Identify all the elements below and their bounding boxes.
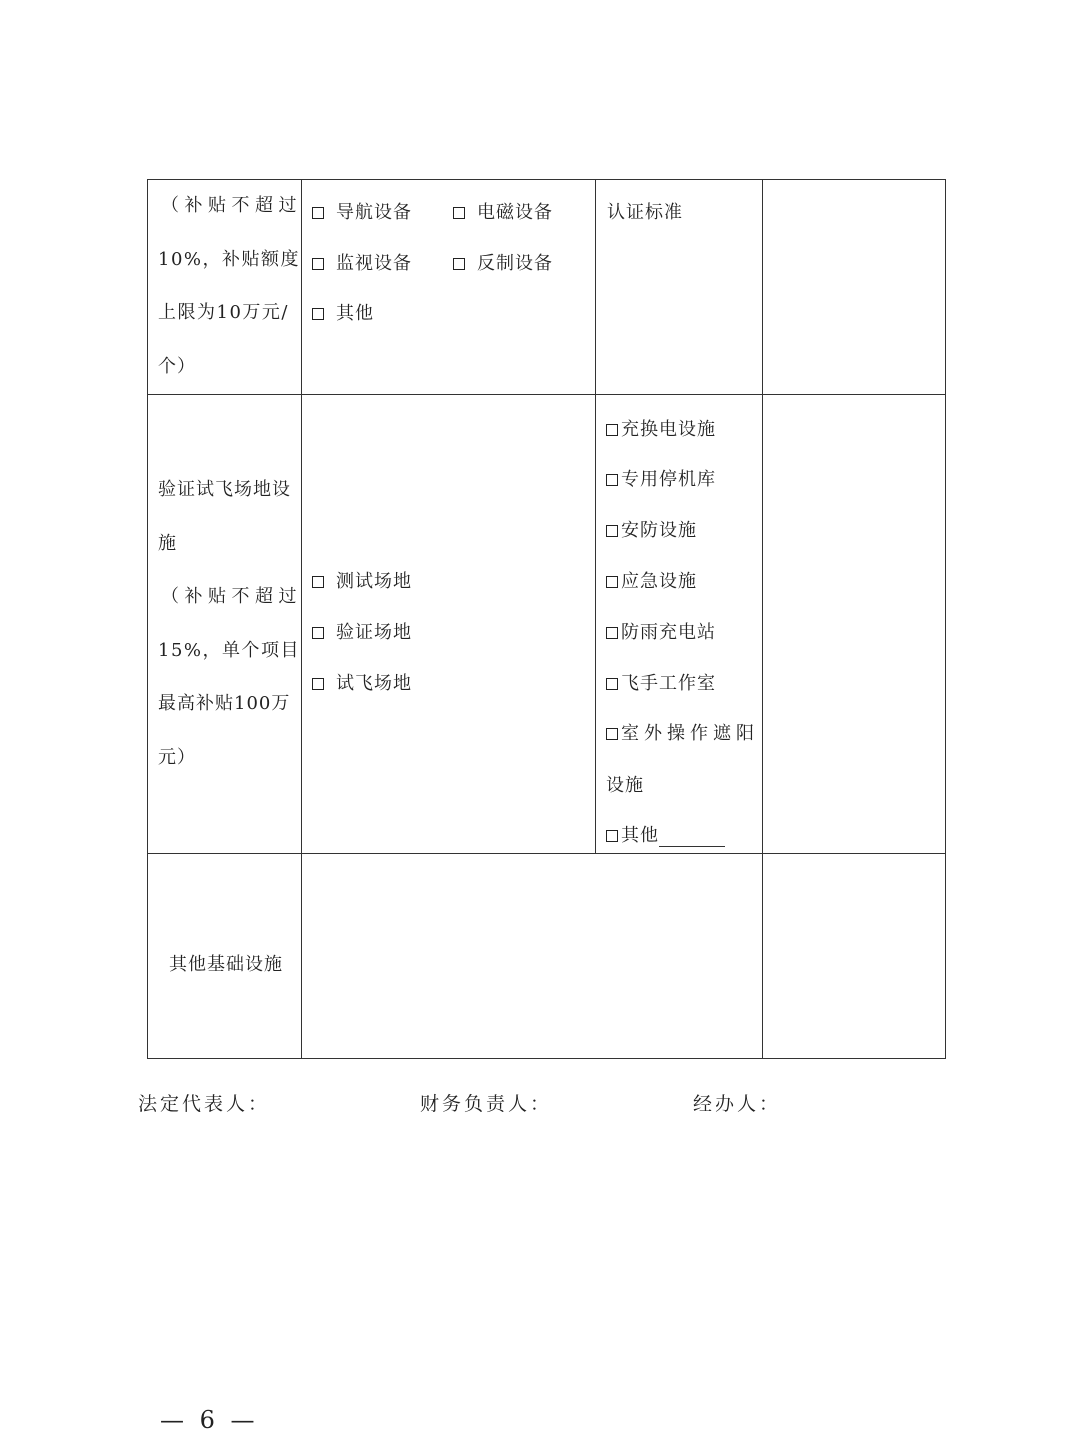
category-label-line: 施 (158, 533, 177, 554)
category-label-line: 最高补贴100万 (158, 693, 291, 714)
table-border-bottom (147, 1058, 946, 1059)
facility-option[interactable]: 飞手工作室 (606, 673, 716, 695)
facility-option[interactable]: 应急设施 (606, 571, 697, 593)
category-label-line: 验证试飞场地设 (158, 479, 291, 500)
facility-option[interactable]: 防雨充电站 (606, 622, 716, 644)
facility-option-other[interactable]: 其他 (606, 825, 725, 847)
checkbox-icon[interactable] (312, 258, 324, 270)
checkbox-icon[interactable] (606, 525, 618, 537)
checkbox-option[interactable]: 验证场地 (312, 622, 412, 644)
checkbox-option[interactable]: 测试场地 (312, 571, 412, 593)
checkbox-icon[interactable] (453, 207, 465, 219)
checkbox-icon[interactable] (606, 474, 618, 486)
checkbox-icon[interactable] (453, 258, 465, 270)
row-divider (147, 853, 946, 854)
category-label-line: 其他基础设施 (169, 954, 283, 975)
checkbox-icon[interactable] (312, 207, 324, 219)
checkbox-option[interactable]: 试飞场地 (312, 673, 412, 695)
legal-representative-label: 法定代表人： (138, 1093, 271, 1115)
category-label-line: 上限为10万元/ (158, 302, 289, 323)
checkbox-icon[interactable] (312, 678, 324, 690)
category-label-line: （补贴不超过 (161, 195, 302, 216)
checkbox-option[interactable]: 反制设备 (453, 253, 553, 275)
finance-officer-label: 财务负责人： (420, 1093, 553, 1115)
category-label-line: （补贴不超过 (161, 586, 302, 607)
facility-option-continued: 设施 (606, 775, 644, 796)
checkbox-icon[interactable] (606, 424, 618, 436)
column-divider (301, 179, 302, 1059)
checkbox-icon[interactable] (606, 576, 618, 588)
table-border-right (945, 179, 946, 1059)
checkbox-icon[interactable] (312, 576, 324, 588)
checkbox-option[interactable]: 电磁设备 (453, 202, 553, 224)
facility-option[interactable]: 专用停机库 (606, 469, 716, 491)
table-border-top (147, 179, 946, 180)
checkbox-option[interactable]: 导航设备 (312, 202, 412, 224)
checkbox-icon[interactable] (606, 678, 618, 690)
checkbox-option[interactable]: 监视设备 (312, 253, 412, 275)
facility-option[interactable]: 室外操作遮阳 (606, 723, 759, 745)
facility-option[interactable]: 充换电设施 (606, 419, 716, 441)
column-divider (762, 179, 763, 1059)
table-border-left (147, 179, 148, 1059)
column-divider (595, 179, 596, 853)
checkbox-icon[interactable] (606, 728, 618, 740)
subsidy-table (147, 179, 946, 1059)
certification-standard-label: 认证标准 (607, 202, 683, 223)
category-label-line: 元） (158, 747, 196, 768)
checkbox-option[interactable]: 其他 (312, 303, 374, 325)
facility-option[interactable]: 安防设施 (606, 520, 697, 542)
category-label-line: 15%，单个项目 (158, 640, 301, 661)
checkbox-icon[interactable] (312, 308, 324, 320)
checkbox-icon[interactable] (606, 627, 618, 639)
page-number: — 6 — (160, 1406, 259, 1434)
other-fill-blank[interactable] (659, 828, 725, 847)
row-divider (147, 394, 946, 395)
handler-label: 经办人： (693, 1093, 782, 1115)
checkbox-icon[interactable] (312, 627, 324, 639)
checkbox-icon[interactable] (606, 830, 618, 842)
category-label-line: 10%，补贴额度 (158, 249, 301, 270)
category-label-line: 个） (158, 356, 196, 377)
